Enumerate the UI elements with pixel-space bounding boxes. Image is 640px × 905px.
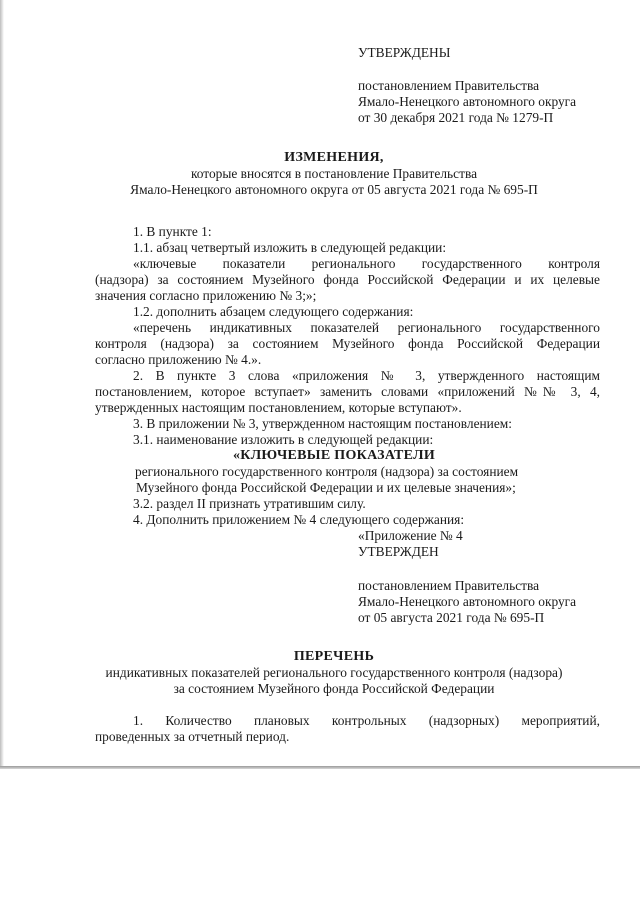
- quote-2-line-2: контроля (надзора) за состоянием Музейного фонда Российской Федерации: [95, 336, 600, 351]
- item-2-line-1: 2. В пункте 3 слова «приложения № 3, утвержденного настоящим: [133, 368, 600, 383]
- changes-subtitle-1: которые вносятся в постановление Правительства: [190, 166, 478, 181]
- item-3: 3. В приложении № 3, утвержденном настоящим постановлением:: [133, 416, 512, 431]
- list-item-1-line-1: 1. Количество плановых контрольных (надзорных) мероприятий,: [133, 713, 600, 728]
- quote-2-line-1: «перечень индикативных показателей регионального государственного: [133, 320, 600, 335]
- scan-shadow: [0, 0, 4, 766]
- item-1: 1. В пункте 1:: [133, 224, 212, 239]
- approval-line-3: от 30 декабря 2021 года № 1279-П: [358, 110, 554, 125]
- approval-line-1: постановлением Правительства: [358, 78, 540, 93]
- approval-title: УТВЕРЖДЕНЫ: [358, 45, 451, 60]
- item-3-1: 3.1. наименование изложить в следующей редакции:: [133, 432, 434, 447]
- quote-1-line-1: «ключевые показатели регионального государственного контроля: [133, 256, 600, 271]
- quote-1-line-2: (надзора) за состоянием Музейного фонда Российской Федерации и их целевые: [95, 272, 600, 287]
- key-indicators-line-2: Музейного фонда Российской Федерации и их целевые значения»;: [136, 480, 516, 495]
- item-3-2: 3.2. раздел II признать утратившим силу.: [133, 496, 366, 511]
- list-subtitle-1: индикативных показателей регионального государственного контроля (надзора): [105, 665, 563, 680]
- list-title: ПЕРЕЧЕНЬ: [293, 649, 375, 664]
- key-indicators-title: «КЛЮЧЕВЫЕ ПОКАЗАТЕЛИ: [232, 448, 436, 463]
- changes-subtitle-2: Ямало-Ненецкого автономного округа от 05 августа 2021 года № 695-П: [130, 182, 538, 197]
- appendix-line-3: от 05 августа 2021 года № 695-П: [358, 610, 545, 625]
- item-2-line-3: утвержденных настоящим постановлением, которые вступают».: [95, 400, 462, 415]
- appendix-line-2: Ямало-Ненецкого автономного округа: [358, 594, 577, 609]
- item-4: 4. Дополнить приложением № 4 следующего содержания:: [133, 512, 465, 527]
- list-subtitle-2: за состоянием Музейного фонда Российской Федерации: [173, 681, 495, 696]
- appendix-label: «Приложение № 4: [358, 528, 463, 543]
- list-item-1-line-2: проведенных за отчетный период.: [95, 729, 290, 744]
- blank-area: [0, 769, 640, 905]
- quote-1-line-3: значения согласно приложению № 3;»;: [95, 288, 317, 303]
- key-indicators-line-1: регионального государственного контроля (надзора) за состоянием: [135, 464, 519, 479]
- quote-2-line-3: согласно приложению № 4.».: [95, 352, 262, 367]
- item-2-line-2: постановлением, которое вступает» заменить словами «приложений №№ 3, 4,: [95, 384, 600, 399]
- appendix-approved: УТВЕРЖДЕН: [358, 544, 439, 559]
- approval-line-2: Ямало-Ненецкого автономного округа: [358, 94, 577, 109]
- item-1-1: 1.1. абзац четвертый изложить в следующей редакции:: [133, 240, 447, 255]
- appendix-line-1: постановлением Правительства: [358, 578, 540, 593]
- item-1-2: 1.2. дополнить абзацем следующего содержания:: [133, 304, 414, 319]
- changes-title: ИЗМЕНЕНИЯ,: [284, 150, 384, 165]
